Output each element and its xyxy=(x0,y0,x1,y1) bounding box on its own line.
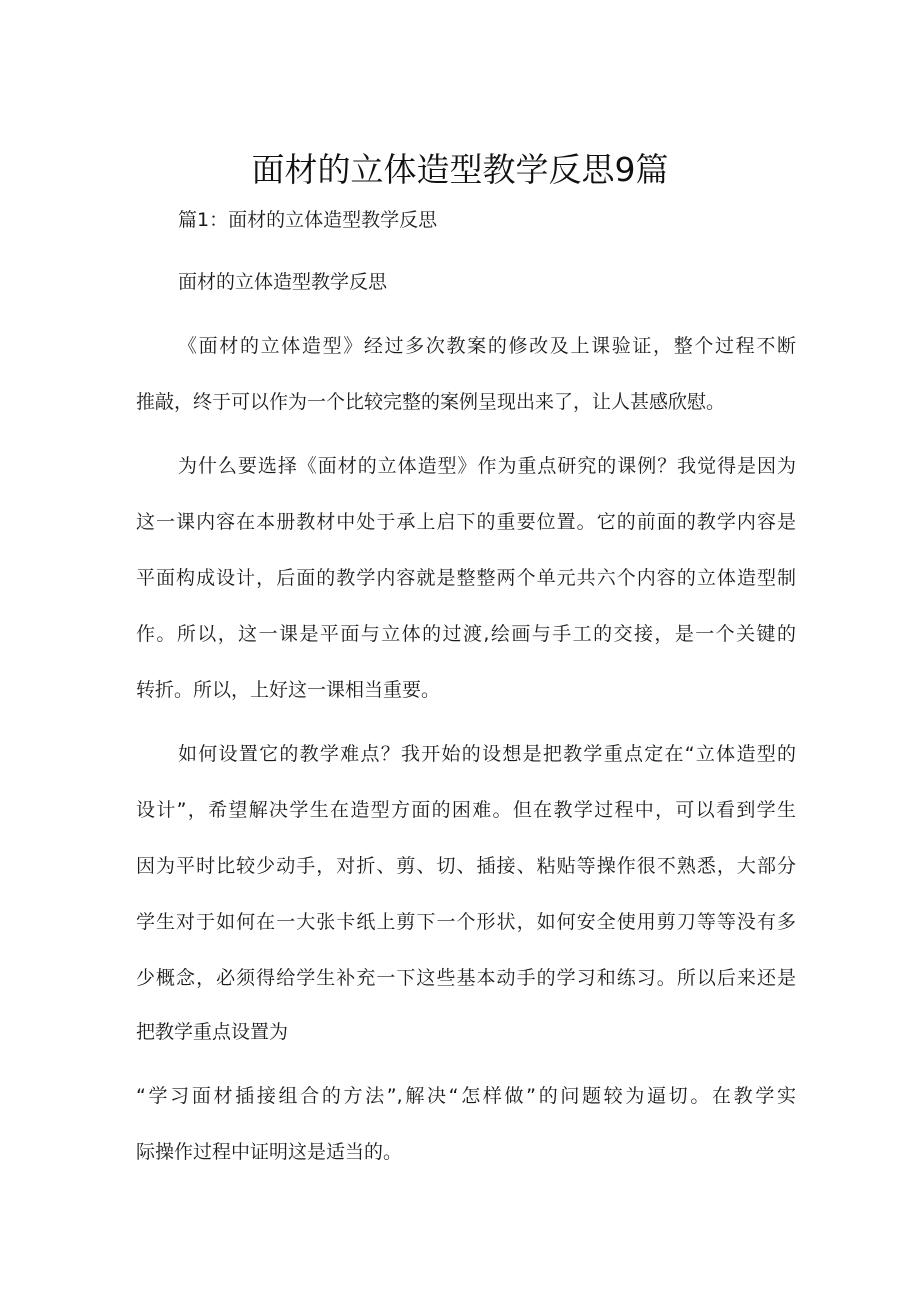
paragraph-4-line-1: “学习面材插接组合的方法”,解决“怎样做”的问题较为逼切。在教学实 xyxy=(136,1085,796,1107)
document-title: 面材的立体造型教学反思9篇 xyxy=(251,150,669,190)
paragraph-3-line-5: 少概念，必须得给学生补充一下这些基本动手的学习和练习。所以后来还是 xyxy=(136,967,796,989)
paragraph-2-line-5: 转折。所以，上好这一课相当重要。 xyxy=(136,679,441,701)
paragraph-2-line-3: 平面构成设计，后面的教学内容就是整整两个单元共六个内容的立体造型制 xyxy=(136,567,796,589)
section-heading: 篇1：面材的立体造型教学反思 xyxy=(178,209,438,231)
paragraph-4-line-2: 际操作过程中证明这是适当的。 xyxy=(136,1141,403,1163)
paragraph-3-line-1: 如何设置它的教学难点？我开始的设想是把教学重点定在“立体造型的 xyxy=(178,743,796,765)
paragraph-3-line-3: 因为平时比较少动手，对折、剪、切、插接、粘贴等操作很不熟悉，大部分 xyxy=(136,855,796,877)
paragraph-3-line-6: 把教学重点设置为 xyxy=(136,1021,289,1043)
paragraph-1-line-1: 《面材的立体造型》经过多次教案的修改及上课验证，整个过程不断 xyxy=(178,335,796,357)
paragraph-2-line-4: 作。所以，这一课是平面与立体的过渡,绘画与手工的交接，是一个关键的 xyxy=(136,623,796,645)
paragraph-3-line-2: 设计”，希望解决学生在造型方面的困难。但在教学过程中，可以看到学生 xyxy=(136,799,796,821)
paragraph-2-line-1: 为什么要选择《面材的立体造型》作为重点研究的课例？我觉得是因为 xyxy=(178,455,796,477)
article-title: 面材的立体造型教学反思 xyxy=(178,271,388,293)
paragraph-3-line-4: 学生对于如何在一大张卡纸上剪下一个形状，如何安全使用剪刀等等没有多 xyxy=(136,911,796,933)
paragraph-1-line-2: 推敲，终于可以作为一个比较完整的案例呈现出来了，让人甚感欣慰。 xyxy=(136,391,726,413)
paragraph-2-line-2: 这一课内容在本册教材中处于承上启下的重要位置。它的前面的教学内容是 xyxy=(136,511,796,533)
